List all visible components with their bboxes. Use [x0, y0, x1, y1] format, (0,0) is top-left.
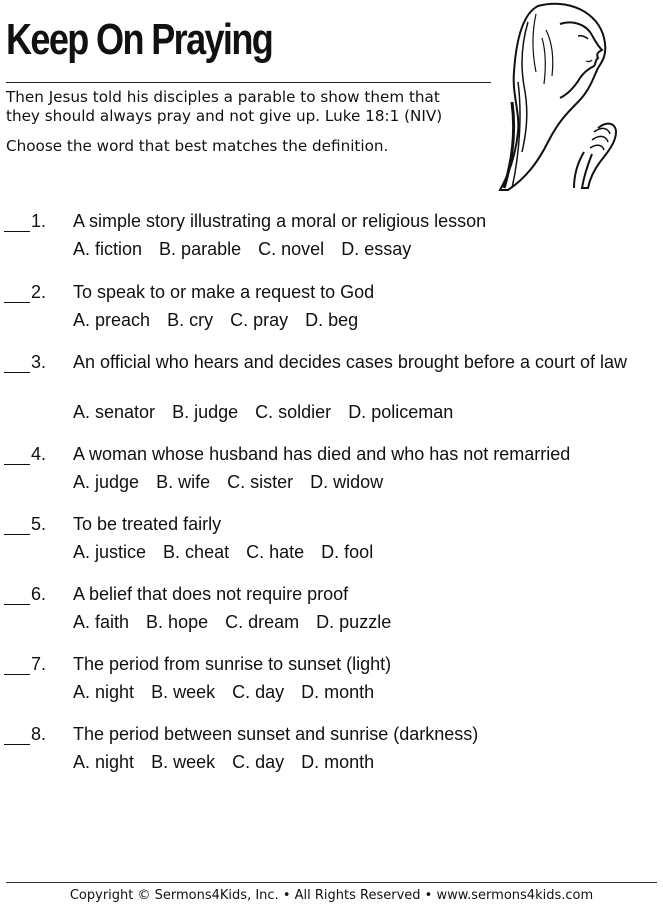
option-a: A. fiction: [73, 239, 143, 259]
praying-woman-illustration: [498, 2, 618, 192]
option-a: A. judge: [73, 472, 140, 492]
option-a: A. preach: [73, 310, 151, 330]
question-number: 6.: [31, 584, 47, 604]
answer-blank[interactable]: [4, 443, 30, 465]
verse-line: Then Jesus told his disciples a parable to show them that: [6, 88, 440, 106]
option-c: C. pray: [230, 310, 289, 330]
option-a: A. justice: [73, 542, 147, 562]
question-number: 8.: [31, 724, 47, 744]
footer-divider: [6, 882, 657, 883]
question-number: 1.: [31, 211, 47, 231]
option-d: D. month: [301, 752, 375, 772]
option-a: A. faith: [73, 612, 130, 632]
option-c: C. day: [232, 682, 285, 702]
option-b: B. wife: [156, 472, 211, 492]
option-c: C. soldier: [255, 402, 332, 422]
option-d: D. fool: [321, 542, 374, 562]
question-number: 4.: [31, 444, 47, 464]
option-c: C. hate: [246, 542, 305, 562]
question-number: 2.: [31, 282, 47, 302]
option-d: D. month: [301, 682, 375, 702]
question-definition: To be treated fairly: [73, 514, 222, 534]
answer-options: [73, 751, 386, 773]
answer-blank[interactable]: [4, 351, 30, 373]
option-d: D. widow: [310, 472, 384, 492]
question-number: 7.: [31, 654, 47, 674]
option-d: D. puzzle: [316, 612, 392, 632]
answer-options: [73, 611, 403, 633]
option-c: C. sister: [227, 472, 294, 492]
option-c: C. day: [232, 752, 285, 772]
title-divider: [6, 82, 491, 83]
option-b: B. parable: [159, 239, 242, 259]
option-b: B. judge: [172, 402, 239, 422]
instruction-text: Choose the word that best matches the definition.: [6, 137, 389, 155]
option-d: D. policeman: [348, 402, 454, 422]
answer-blank[interactable]: [4, 583, 30, 605]
question-number: 3.: [31, 352, 47, 372]
verse-text: [6, 88, 506, 126]
option-b: B. cheat: [163, 542, 230, 562]
question-definition: The period from sunrise to sunset (light): [73, 654, 392, 674]
answer-options: [73, 401, 465, 423]
option-b: B. week: [151, 682, 216, 702]
question-definition: The period between sunset and sunrise (darkness): [73, 724, 479, 744]
page-title: Keep On Praying: [6, 15, 273, 64]
question-definition: To speak to or make a request to God: [73, 282, 375, 302]
answer-blank[interactable]: [4, 723, 30, 745]
question-definition: An official who hears and decides cases brought before a court of law: [73, 352, 628, 372]
option-b: B. hope: [146, 612, 209, 632]
answer-blank[interactable]: [4, 513, 30, 535]
option-b: B. week: [151, 752, 216, 772]
copyright-footer: Copyright © Sermons4Kids, Inc. • All Rights Reserved • www.sermons4kids.com: [69, 888, 594, 903]
answer-options: [73, 541, 385, 563]
answer-blank[interactable]: [4, 281, 30, 303]
verse-line: they should always pray and not give up. Luke 18:1 (NIV): [6, 107, 443, 125]
question-definition: A belief that does not require proof: [73, 584, 349, 604]
question-definition: A simple story illustrating a moral or religious lesson: [73, 211, 487, 231]
answer-options: [73, 471, 395, 493]
answer-options: [73, 309, 370, 331]
option-c: C. dream: [225, 612, 300, 632]
option-d: D. beg: [305, 310, 359, 330]
answer-blank[interactable]: [4, 653, 30, 675]
question-number: 5.: [31, 514, 47, 534]
option-a: A. senator: [73, 402, 156, 422]
option-c: C. novel: [258, 239, 325, 259]
option-d: D. essay: [341, 239, 412, 259]
answer-options: [73, 681, 386, 703]
answer-blank[interactable]: [4, 210, 30, 232]
option-a: A. night: [73, 752, 135, 772]
option-a: A. night: [73, 682, 135, 702]
question-definition: A woman whose husband has died and who has not remarried: [73, 444, 571, 464]
option-b: B. cry: [167, 310, 214, 330]
answer-options: [73, 238, 423, 260]
